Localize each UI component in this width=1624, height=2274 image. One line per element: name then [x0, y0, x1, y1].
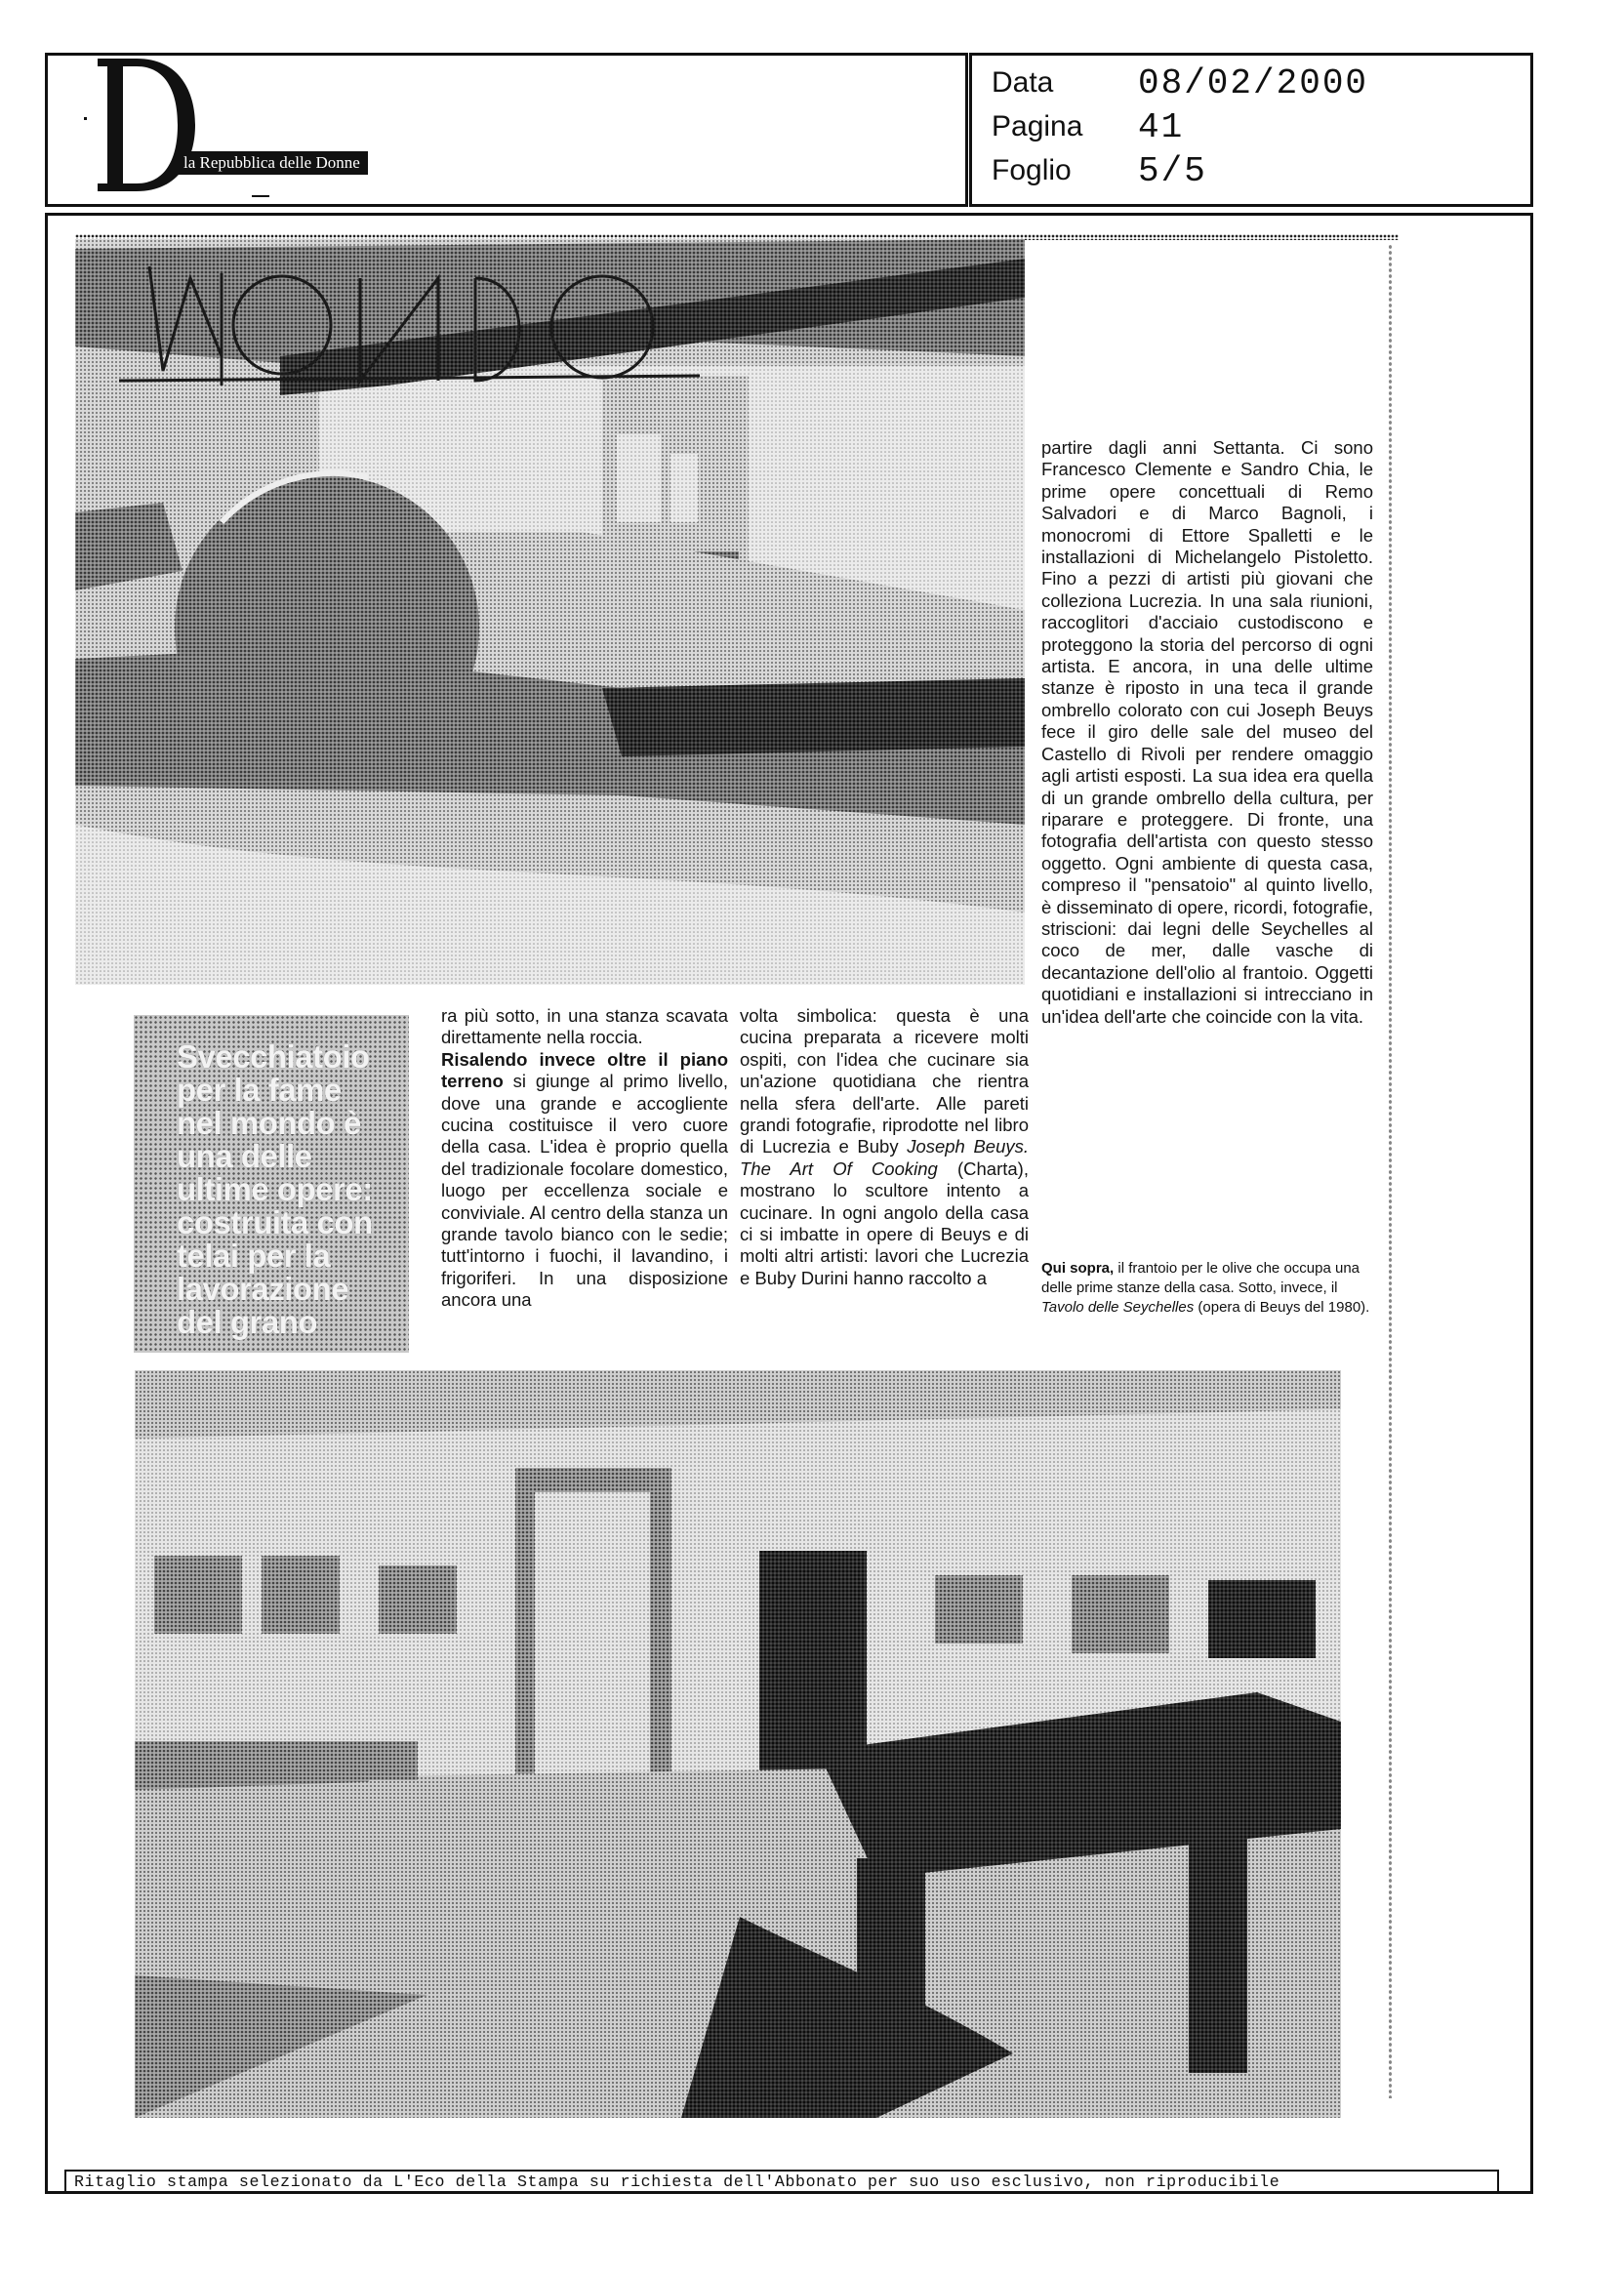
meta-row-pagina — [992, 106, 1184, 147]
meta-label: Foglio — [992, 154, 1072, 186]
meta-value: 41 — [1138, 106, 1185, 147]
meta-label: Data — [992, 66, 1054, 99]
meta-row-foglio — [992, 150, 1207, 191]
meta-label: Pagina — [992, 110, 1083, 142]
caption-text: il frantoio per le olive che occupa una delle prime stanze della casa. Sotto, invece, il — [1041, 1260, 1360, 1296]
article-text: volta simbolica: questa è una cucina preparata a ricevere molti ospiti, con l'idea che cucinare sia un'azione quotidiana che rientra nella sfera dell'arte. Alle pareti grandi fotografie, riprodotte nel libro di Lucrezia e Buby — [740, 1005, 1029, 1157]
article-column-a — [441, 1005, 728, 1312]
article-paragraph — [740, 1005, 1029, 1289]
photo-tavolo-seychelles — [135, 1370, 1341, 2118]
pull-quote-text: Svecchiatoio per la fame nel mondo è una delle ultime opere: costruita con telai per la lavorazione del grano — [177, 1038, 373, 1340]
article-lead-in: Risalendo invece oltre il piano terreno — [441, 1048, 728, 1092]
article-text: (Charta), mostrano lo scultore intento a cucinare. In ogni angolo della casa ci si imbatte in opere di Beuys e di molti altri artisti: lavori che Lucrezia e Buby Durini hanno raccolto a — [740, 1157, 1029, 1288]
meta-row-data — [992, 62, 1368, 103]
article-text: si giunge al primo livello, dove una grande e accogliente cucina costituisce il vero cuore della casa. L'idea è proprio quella del tradizionale focolare domestico, luogo per eccellenza sociale e conviviale. Al centro della stanza un grande tavolo bianco con le sedie; tutt'intorno i fuochi, il lavandino, i frigoriferi. In una disposizione ancora una — [441, 1071, 728, 1311]
caption-artwork-title: Tavolo delle Seychelles — [1041, 1299, 1195, 1316]
publication-name: la Repubblica delle Donne — [176, 151, 368, 175]
article-paragraph — [441, 1005, 728, 1312]
clipping-footer: Ritaglio stampa selezionato da L'Eco della Stampa su richiesta dell'Abbonato per suo uso esclusivo, non riproducibile — [64, 2170, 1499, 2193]
halftone-edge — [1388, 244, 1393, 2098]
caption-lead: Qui sopra, — [1041, 1260, 1115, 1277]
book-title: Joseph Beuys. The Art Of Cooking — [740, 1136, 1029, 1179]
logo-mark — [84, 117, 87, 120]
meta-value: 08/02/2000 — [1138, 62, 1369, 103]
article-column-b — [740, 1005, 1029, 1289]
logo-mark — [252, 195, 269, 197]
photo-frantoio — [75, 239, 1025, 985]
pull-quote — [134, 1015, 409, 1353]
meta-value: 5/5 — [1138, 150, 1207, 191]
photo-caption — [1041, 1259, 1378, 1318]
article-text: ra più sotto, in una stanza scavata direttamente nella roccia. — [441, 1005, 728, 1048]
article-paragraph: partire dagli anni Settanta. Ci sono Francesco Clemente e Sandro Chia, le prime opere concettuali di Remo Salvadori e di Marco Bagnoli, i monocromi di Ettore Spalletti e le installazioni di Michelangelo Pistoletto. Fino a pezzi di artisti più giovani che colleziona Lucrezia. In una sala riunioni, raccoglitori d'acciaio custodiscono e proteggono la storia del percorso di ogni artista. E ancora, in una delle ultime stanze è riposto in una teca il grande ombrello colorato con cui Joseph Beuys fece il giro delle sale del museo del Castello di Rivoli per rendere omaggio agli artisti esposti. La sua idea era quella di un grande ombrello della cultura, per riparare e proteggere. Di fronte, una fotografia dell'artista con questo stesso oggetto. Ogni ambiente di questa casa, compreso il "pensatoio" al quinto livello, è disseminato di opere, ricordi, fotografie, striscioni: dai legni delle Seychelles al coco de mer, dalle vasche di decantazione dell'olio al frantoio. Oggetti quotidiani e installazioni si intrecciano in un'idea dell'arte che coincide con la vita. — [1041, 437, 1373, 1027]
caption-text: (opera di Beuys del 1980). — [1194, 1299, 1370, 1316]
article-column-right — [1041, 437, 1373, 1028]
